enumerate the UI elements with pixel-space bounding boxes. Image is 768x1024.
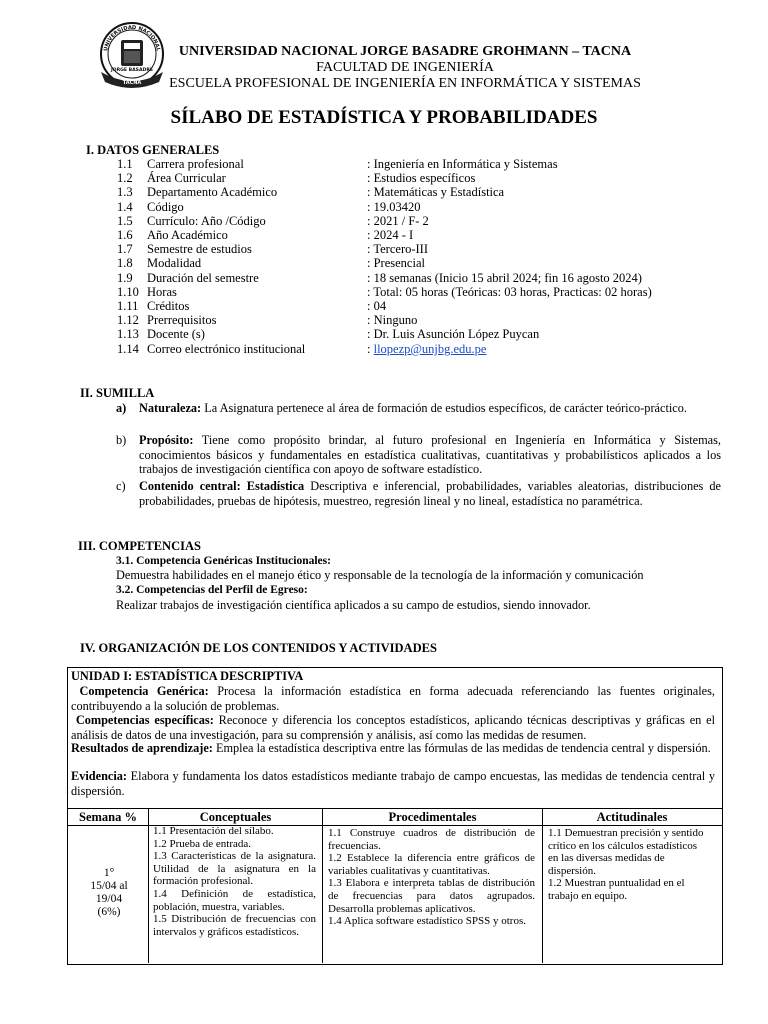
actitudinal-item: 1.2 Muestran puntualidad en el trabajo en equipo. [548, 877, 685, 902]
unit-label: Evidencia: [71, 769, 128, 783]
procedimental-item: 1.4 Aplica software estadístico SPSS y otros. [328, 915, 526, 928]
datos-row-value: : 2021 / F- 2 [367, 213, 429, 228]
datos-row-value: : Ninguno [367, 313, 418, 328]
datos-row-value: : Dr. Luis Asunción López Puycan [367, 327, 540, 342]
sumilla-text: Tiene como propósito brindar, al futuro profesional en Ingeniería en Informática y Sistemas, conocimientos básicos y fundamentales en estadística cualitativas, cuantitativas y probabilísticos aplicados a los trabajos de investigación científica con apoyo de software estadístico. [139, 433, 721, 477]
datos-row-label: Carrera profesional [147, 157, 244, 171]
conceptuales-cell [153, 825, 316, 938]
table-divider [148, 808, 149, 963]
unit-title: UNIDAD I: ESTADÍSTICA DESCRIPTIVA [71, 669, 304, 683]
datos-row [117, 214, 737, 229]
datos-row-value: : Total: 05 horas (Teóricas: 03 horas, Practicas: 02 horas) [367, 284, 652, 299]
conceptual-item: 1.3 Características de la asignatura. Utilidad de la asignatura en la formación profesional. [153, 850, 316, 888]
datos-row-number: 1.10 [117, 284, 139, 299]
datos-row-number: 1.5 [117, 213, 133, 228]
conceptual-item: 1.5 Distribución de frecuencias con intervalos y gráficos estadísticos. [153, 913, 316, 938]
datos-row [117, 271, 737, 286]
sumilla-marker-a: a) [116, 401, 127, 415]
datos-row-value: : 19.03420 [367, 199, 421, 214]
logo-bottom-text: TACNA [122, 80, 142, 86]
datos-row [117, 185, 737, 200]
datos-row-number: 1.4 [117, 199, 133, 214]
datos-row-label: Departamento Académico [147, 185, 278, 200]
competencias-sub1-text: Demuestra habilidades en el manejo ético y responsable de la tecnología de la información y comunicación [116, 568, 644, 582]
procedimental-item: 1.2 Establece la diferencia entre gráficos de variables cualitativas y cuantitativas. [328, 852, 535, 877]
unit-label: Competencias específicas: [75, 713, 214, 727]
datos-row-label: Modalidad [147, 256, 202, 271]
email-link[interactable]: llopezp@unjbg.edu.pe [373, 342, 487, 356]
week-percent: (6%) [97, 906, 121, 918]
competencias-sub2-text: Realizar trabajos de investigación científica aplicados a su campo de estudios, siendo innovador. [116, 598, 591, 612]
datos-row-number: 1.6 [117, 228, 133, 242]
actitudinal-item: 1.1 Demuestran precisión y sentido crítico en los cálculos estadísticos en las diversas medidas de dispersión. [548, 827, 704, 877]
sumilla-marker-b: b) [116, 433, 127, 447]
sumilla-item-contenido [139, 479, 721, 508]
datos-row-number: 1.2 [117, 171, 133, 186]
datos-row-prefix: : [367, 342, 374, 356]
unit-label: Competencia Genérica: [79, 684, 209, 698]
week-number: 1° [103, 867, 115, 879]
school-name: ESCUELA PROFESIONAL DE INGENIERÍA EN INFORMÁTICA Y SISTEMAS [169, 76, 641, 91]
datos-row-value: : Ingeniería en Informática y Sistemas [367, 157, 558, 171]
datos-row [117, 200, 737, 215]
datos-row-number: 1.13 [117, 327, 139, 342]
page-title: SÍLABO DE ESTADÍSTICA Y PROBABILIDADES [170, 107, 598, 128]
unit-competencia-generica [71, 684, 715, 713]
datos-row [117, 313, 737, 328]
sumilla-label: Propósito: [139, 433, 194, 447]
section-heading-organizacion: IV. ORGANIZACIÓN DE LOS CONTENIDOS Y ACTIVIDADES [80, 641, 437, 655]
competencias-sub2-title: 3.2. Competencias del Perfil de Egreso: [116, 584, 308, 596]
datos-row-value: : 04 [367, 299, 387, 313]
datos-row-value: : 18 semanas (Inicio 15 abril 2024; fin 16 agosto 2024) [367, 270, 642, 285]
procedimental-item: 1.3 Elabora e interpreta tablas de distribución de frecuencias para datos agrupados. Desarrolla problemas aplicativos. [328, 877, 535, 915]
datos-row-label: Créditos [147, 299, 190, 313]
competencias-sub1-title: 3.1. Competencia Genéricas Institucionales: [116, 555, 331, 567]
column-header-conceptuales: Conceptuales [199, 810, 272, 824]
datos-row-value: : Tercero-III [367, 242, 429, 257]
sumilla-item-proposito [139, 433, 721, 477]
week-range: 15/04 al 19/04 [90, 880, 128, 905]
week-cell [78, 867, 140, 919]
datos-row-number: 1.3 [117, 185, 133, 200]
conceptual-item: 1.2 Prueba de entrada. [153, 837, 252, 850]
table-divider [542, 808, 543, 963]
unit-label: Resultados de aprendizaje: [71, 741, 213, 755]
datos-row-label: Currículo: Año /Código [147, 213, 266, 228]
university-name: UNIVERSIDAD NACIONAL JORGE BASADRE GROHMANN – TACNA [178, 44, 632, 59]
datos-row-number: 1.14 [117, 342, 139, 356]
datos-row-value: : Estudios específicos [367, 171, 476, 186]
faculty-name: FACULTAD DE INGENIERÍA [316, 60, 494, 75]
table-divider [67, 808, 723, 809]
unit-competencias-especificas [71, 713, 715, 742]
datos-row-label: Semestre de estudios [147, 242, 252, 257]
column-header-semana: Semana % [79, 810, 137, 824]
datos-row [117, 327, 737, 342]
datos-row-number: 1.1 [117, 157, 133, 171]
unit-text: Elabora y fundamenta los datos estadísticos mediante trabajo de campo encuestas, las medidas de tendencia central y dispersión. [71, 769, 715, 798]
datos-row-email [117, 342, 737, 357]
datos-row-label: Prerrequisitos [147, 313, 217, 328]
datos-row-value: : 2024 - I [367, 228, 414, 242]
sumilla-label: Contenido central: Estadística [139, 479, 305, 493]
unit-resultados [71, 741, 715, 756]
datos-row-number: 1.11 [117, 299, 139, 313]
unit-text: Emplea la estadística descriptiva entre las fórmulas de las medidas de tendencia central y dispersión. [212, 741, 711, 755]
unit-text: Reconoce y diferencia los conceptos estadísticos, aplicando técnicas descriptivas y gráficas en el análisis de datos de una investigación, para su comprensión y análisis, así como las medidas de resumen. [71, 713, 715, 742]
datos-row-label: Año Académico [147, 228, 228, 242]
sumilla-label: Naturaleza: [139, 401, 202, 415]
datos-row [117, 242, 737, 257]
section-heading-sumilla: II. SUMILLA [80, 386, 155, 400]
column-header-procedimentales: Procedimentales [388, 810, 477, 824]
conceptual-item: 1.4 Definición de estadística, población, muestra, variables. [153, 887, 316, 913]
datos-row-number: 1.7 [117, 242, 133, 257]
logo-mid-text: JORGE BASADRE [110, 68, 154, 73]
datos-row-label: Correo electrónico institucional [147, 342, 306, 356]
datos-row [117, 157, 737, 172]
datos-row-label: Horas [147, 284, 177, 299]
unit-text: Procesa la información estadística en forma adecuada referenciando las fuentes originales, contribuyendo a la solución de problemas. [71, 684, 715, 713]
datos-row-number: 1.9 [117, 270, 133, 285]
table-divider [322, 808, 323, 963]
sumilla-marker-c: c) [116, 479, 126, 493]
section-heading-competencias: III. COMPETENCIAS [78, 539, 201, 553]
datos-row-number: 1.8 [117, 256, 133, 271]
datos-row [117, 285, 737, 300]
datos-row-label: Duración del semestre [147, 270, 259, 285]
datos-generales-list [117, 157, 737, 362]
actitudinales-cell [548, 827, 708, 903]
datos-row-value: : Matemáticas y Estadística [367, 185, 505, 200]
datos-row-value: : Presencial [367, 256, 425, 271]
datos-row-label: Código [147, 199, 184, 214]
unit-evidencia [71, 769, 715, 798]
conceptual-item: 1.1 Presentación del sílabo. [153, 825, 274, 837]
sumilla-text: La Asignatura pertenece al área de formación de estudios específicos, de carácter teórico-práctico. [201, 401, 687, 415]
procedimentales-cell [328, 827, 535, 928]
sumilla-text: Descriptiva e inferencial, probabilidades, variables aleatorias, distribuciones de probabilidades, pruebas de hipótesis, muestreo, regresión lineal y no lineal, estadística no paramétrica. [139, 479, 721, 508]
datos-row [117, 171, 737, 186]
datos-row [117, 256, 737, 271]
datos-row-number: 1.12 [117, 313, 139, 328]
datos-row-label: Docente (s) [147, 327, 205, 342]
datos-row [117, 228, 737, 243]
procedimental-item: 1.1 Construye cuadros de distribución de frecuencias. [328, 827, 535, 852]
sumilla-item-naturaleza [139, 401, 721, 416]
section-heading-datos-generales: I. DATOS GENERALES [86, 143, 220, 157]
column-header-actitudinales: Actitudinales [596, 810, 668, 824]
datos-row-label: Área Curricular [147, 171, 226, 186]
datos-row [117, 299, 737, 314]
logo-arc-text: UNIVERSIDAD NACIONAL [103, 24, 161, 52]
